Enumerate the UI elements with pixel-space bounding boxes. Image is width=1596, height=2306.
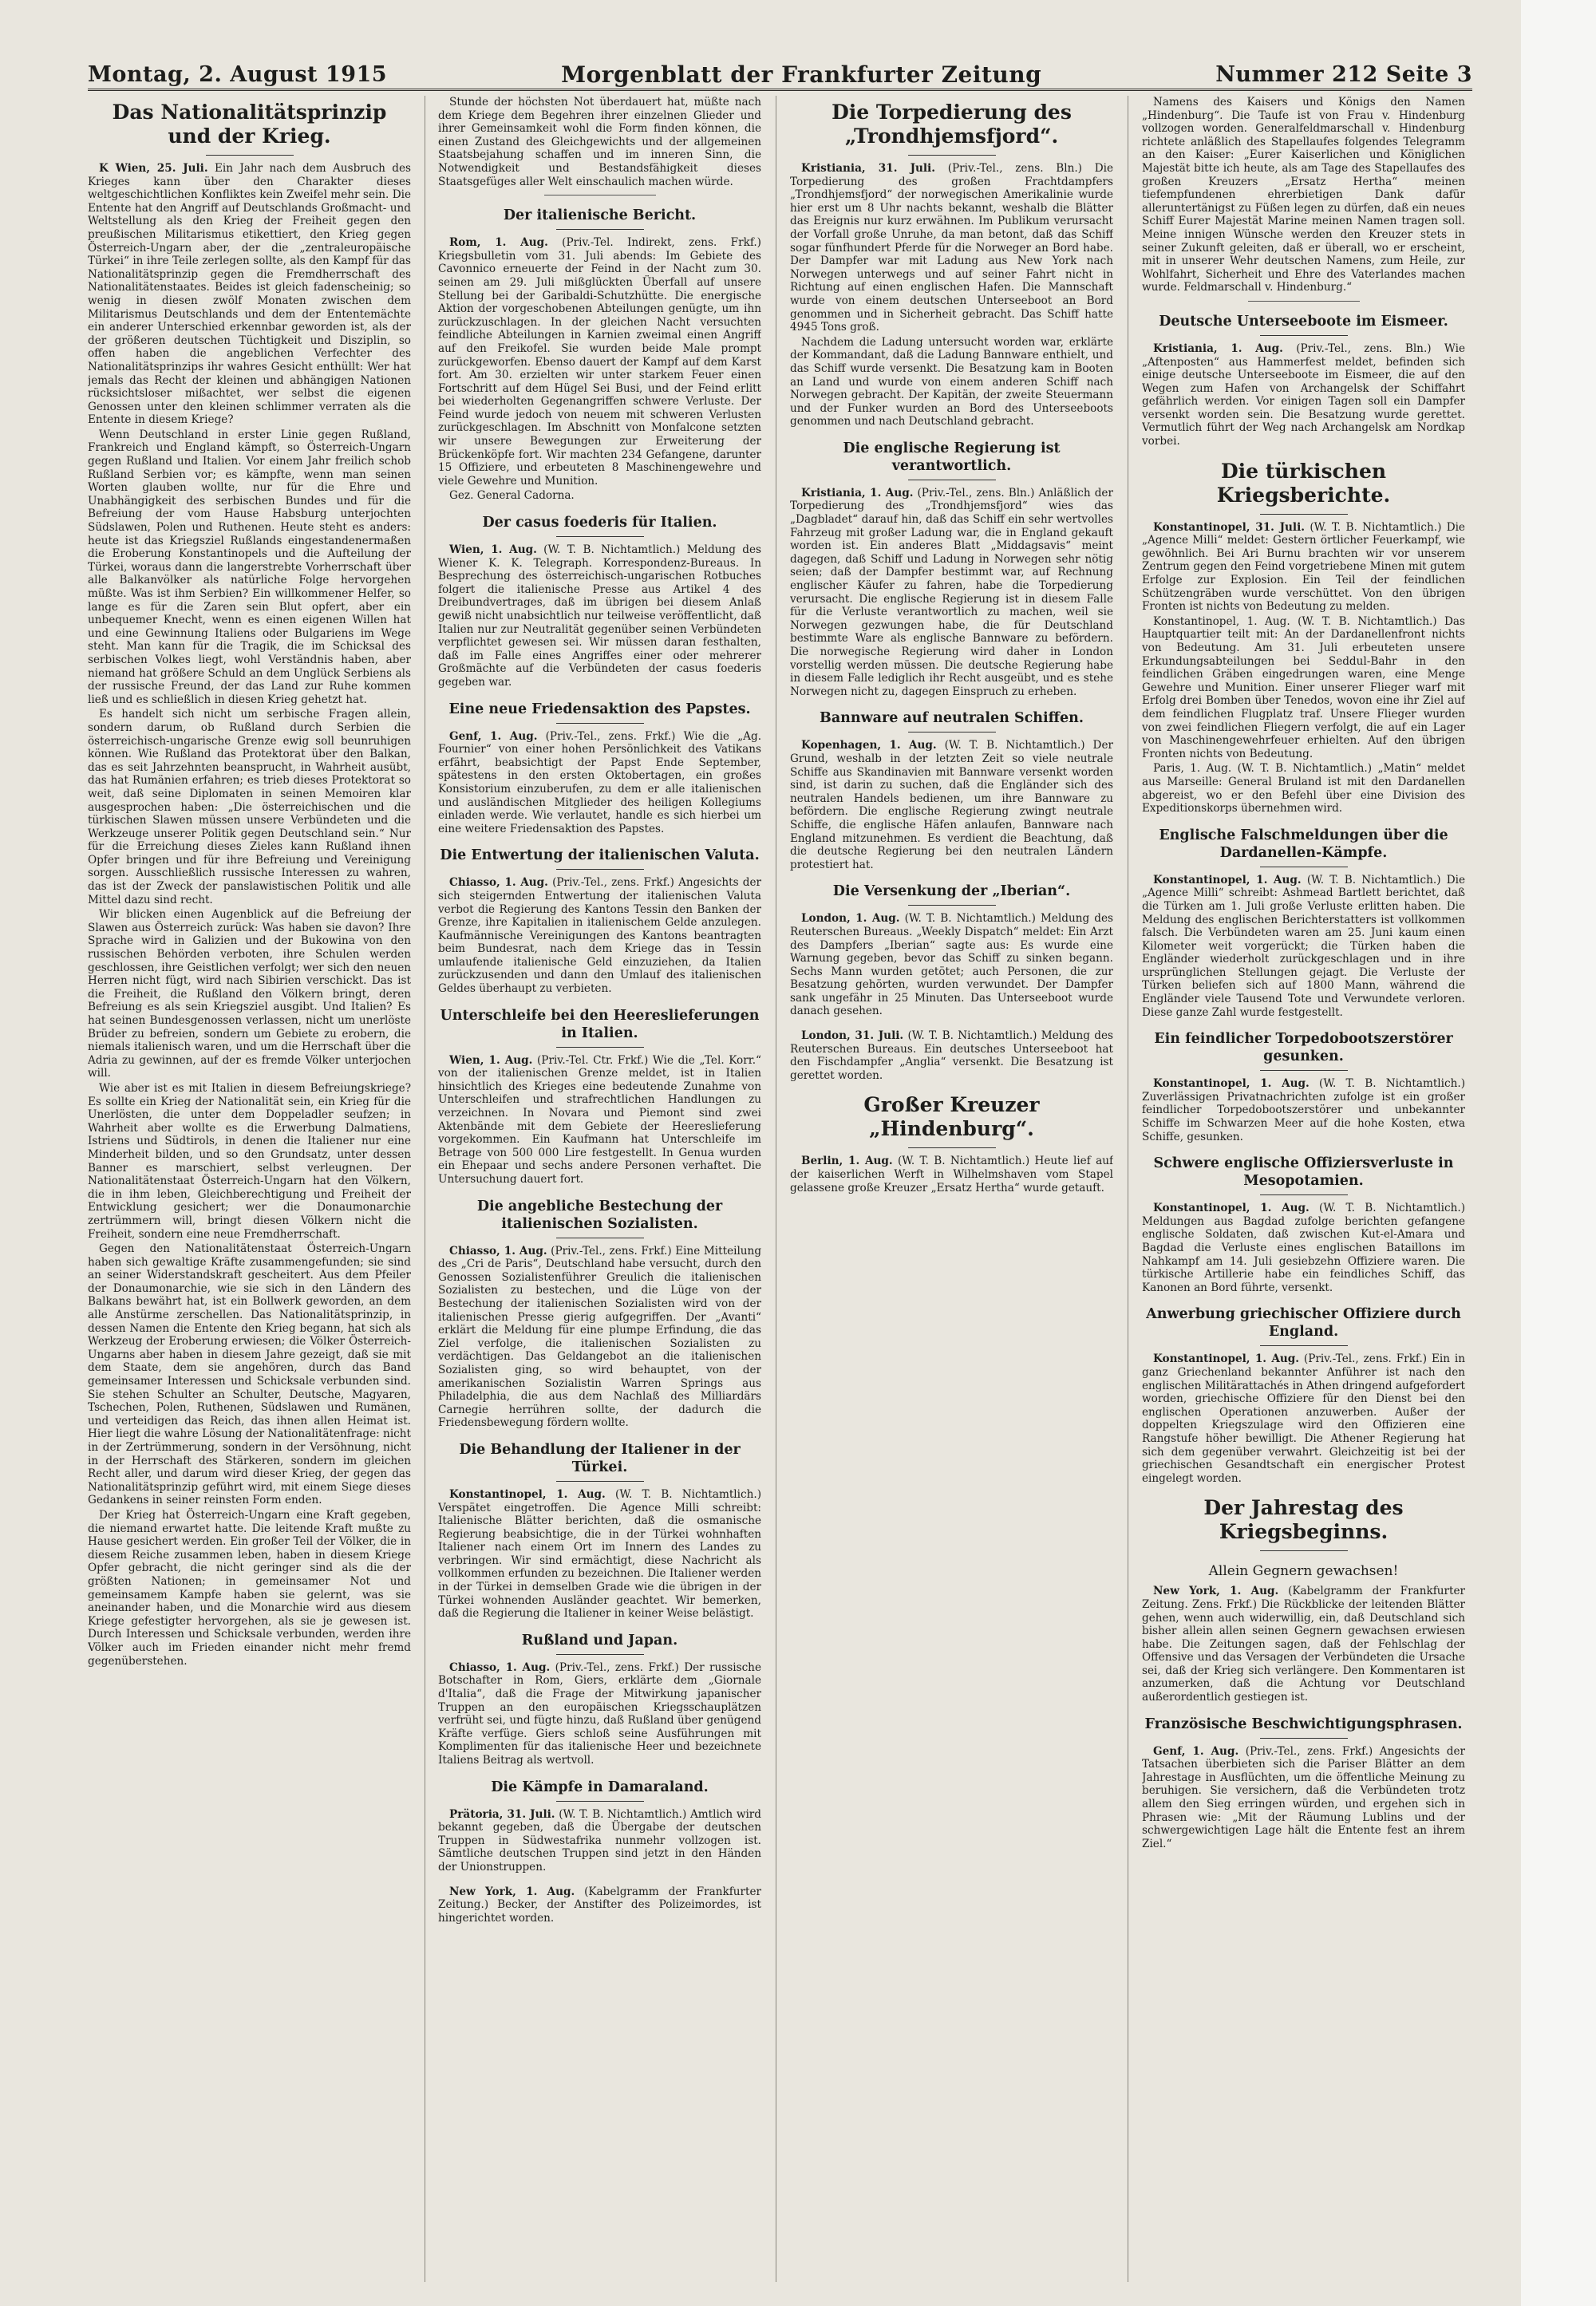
dateline-place: London, 1. Aug.	[801, 912, 900, 926]
article-paragraph	[790, 162, 1113, 334]
dateline	[1153, 342, 1444, 355]
headline-rule	[1260, 1738, 1348, 1739]
article-paragraph	[88, 1082, 411, 1241]
dateline	[801, 1029, 1041, 1042]
dateline-place: Genf, 1. Aug.	[1153, 1744, 1239, 1758]
article	[88, 101, 411, 1668]
paragraph-text: Kriegsbulletin vom 31. Juli abends: Im Gebiete des Cavonnico erneuerte der Feind in der Nacht zum 30. seinen am 29. Juli mißglückten Überfall auf unsere Stellung bei der Garibaldi-Schutzhütte. Die energische Aktion der vorgeschobenen Abteilungen genügte, um ihn zurückzuschlagen. In der gleichen Nacht versuchten feindliche Abteilungen in Karnien zweimal einen Angriff auf den Freikofel. Sie wurden beide Male prompt zurückgeworfen. Ebenso dauert der Kampf auf dem Karst fort. Am 30. erzielten wir unter starkem Feuer einen Fortschritt auf dem Hügel Sei Busi, und der Feind erlitt bei wiederholten Gegenangriffen schwere Verluste. Der Feind wurde jedoch von neuem mit schweren Verlusten zurückgeschlagen. Im Abschnitt von Monfalcone setzten wir unsere Bewegungen zur Erweiterung der Brückenköpfe fort. Wir machten 234 Gefangene, darunter 15 Offiziere, und erbeuteten 8 Maschinengewehre und viele Gewehre und Munition.	[438, 249, 761, 488]
article	[1142, 1496, 1465, 1551]
dateline-source: (Priv.-Tel. Ctr. Frkf.)	[537, 1053, 649, 1067]
article	[438, 207, 761, 503]
dateline-source: (W. T. B. Nichtamtlich.)	[944, 739, 1085, 752]
dateline	[449, 236, 761, 249]
dateline-source: (W. T. B. Nichtamtlich.)	[1310, 520, 1442, 534]
dateline-source: (Priv.-Tel., zens. Frkf.)	[552, 876, 674, 890]
article	[438, 514, 761, 689]
article-paragraph	[88, 428, 411, 706]
paragraph-text: Meldung des Reuterschen Bureaus. „Weekly Dispatch“ meldet: Ein Arzt des Dampfers „Iberian“ sagte aus: Es wurde eine Warnung gegeben, bevor das Schiff zu sinken begann. Sechs Mann wurden getötet; auch Personen, die zur Besatzung gehörten, wurden verwundet. Der Dampfer sank ungefähr in 25 Minuten. Das Unterseeboot wurde danach gesehen.	[790, 912, 1113, 1018]
dateline	[449, 543, 687, 556]
paragraph-text: Becker, der Anstifter des Polizeimordes, ist hingerichtet worden.	[438, 1898, 761, 1925]
article	[1142, 96, 1465, 302]
headline-rule	[1260, 1550, 1348, 1551]
paragraph-text: Der russische Botschafter in Rom, Giers, erklärte dem „Giornale d'Italia“, daß die Frage der Mitwirkung japanischer Truppen an den europäischen Kriegsschauplätzen verfrüht sei, und fügte hinzu, daß Rußland über genügend Kräfte verfüge. Giers schloß seine Ausführungen mit Komplimenten für das italienische Heer und bezeichnete Italiens Beitrag als wertvoll.	[438, 1660, 761, 1767]
article-headline: Deutsche Unterseeboote im Eismeer.	[1159, 313, 1448, 330]
paragraph-text: Gegen den Nationalitätenstaat Österreich-Ungarn haben sich gewaltige Kräfte zusammengefunden; sie sind an seiner Widerstandskraft gescheitert. Aus dem Pfeiler der Donaumonarchie, wie sie sich in den Ländern des Balkans bewährt hat, ist ein Bollwerk geworden, an dem alle Anstürme zerschellen. Das Nationalitätsprinzip, in dessen Namen die Entente den Krieg begann, hat sich als Werkzeug der Eroberung erwiesen; die Völker Österreich-Ungarns aber haben in diesem Jahre gezeigt, daß sie mit dem Staate, dem sie angehören, durch das Band gemeinsamer Interessen und Schicksale verbunden sind. Sie stehen Schulter an Schulter, Deutsche, Magyaren, Tschechen, Polen, Ruthenen, Südslawen und Rumänen, und verteidigen das Reich, das ihnen allen Heimat ist. Hier liegt die wahre Lösung der Nationalitätenfrage: nicht in der Zertrümmerung, sondern in der Versöhnung, nicht in der Herrschaft des Stärkeren, sondern im gleichen Recht aller, und darum wird dieser Krieg, der gegen das Nationalitätsprinzip geführt wird, mit einem Siege dieses Gedankens in seiner reinsten Form enden.	[88, 1242, 411, 1507]
paragraph-text: Meldung des Wiener K. K. Telegraph. Korrespondenz-Bureaus. In Besprechung des österreichisch-ungarischen Rotbuches folgert die italienische Presse aus Artikel 4 des Dreibundvertrages, daß im übrigen bei diesem Anlaß gewiß nicht unabsichtlich nur teilweise veröffentlicht, daß Italien nur zur Neutralität gegenüber seinen Verbündeten verpflichtet gewesen sei. Wir müssen daran festhalten, daß im Falle eines Angriffes einer oder mehrerer Großmächte auf die Verbündeten der casus foederis gegeben war.	[438, 543, 761, 689]
headline-rule	[556, 1047, 644, 1048]
article-paragraph	[438, 876, 761, 995]
dateline-place: Berlin, 1. Aug.	[801, 1155, 893, 1168]
article-headline: Großer Kreuzer „Hindenburg“.	[863, 1093, 1040, 1141]
dateline-source: (W. T. B. Nichtamtlich.)	[1306, 873, 1441, 886]
article	[438, 1198, 761, 1430]
paragraph-text: Nachdem die Ladung untersucht worden war, erklärte der Kommandant, daß die Ladung Bannware enthielt, und das Schiff wurde versenkt. Die Besatzung kam in Booten an Land und wurde von einem anderen Schiff nach Norwegen gebracht. Der Kapitän, der zweite Steuermann und der Funker wurden an Bord des Unterseeboots genommen und nach Deutschland gebracht.	[790, 335, 1113, 428]
masthead-page-number: Nummer 212 Seite 3	[1215, 62, 1472, 87]
scan-margin	[1521, 0, 1596, 2306]
article-paragraph	[438, 730, 761, 836]
paragraph-text: Es handelt sich nicht um serbische Fragen allein, sondern darum, ob Rußland durch Serbien die österreichisch-ungarische Grenze ewig soll beunruhigen können. Wie Rußland das Protektorat über den Balkan, das es seit Jahrzehnten beansprucht, in Wahrheit ausübt, das hat Rumänien erfahren; es trieb dieses Protektorat so weit, daß seine Diplomaten in seinen Memoiren klar ausgesprochen haben: „Die österreichischen und die türkischen Slawen müssen unsere Verbündeten und die Werkzeuge unserer Politik gegen Deutschland sein.“ Nur für die Erreichung dieses Zieles kann Rußland ihnen Opfer bringen und für ihre Befreiung und Vereinigung sorgen. Ausschließlich russische Interessen zu wahren, das ist der Zweck der panslawistischen Politik und alle Mittel dazu sind recht.	[88, 708, 411, 906]
article-paragraph	[1142, 96, 1465, 294]
dateline	[449, 1808, 690, 1821]
dateline-source: (Priv.-Tel. Indirekt, zens. Frkf.)	[562, 236, 761, 250]
paragraph-text: Stunde der höchsten Not überdauert hat, müßte nach dem Kriege dem Begehren ihrer einzelnen Glieder und ihrer Gemeinsamkeit wohl die Form finden können, die einen Zustand des Gleichgewichts und der allgemeinen Staatsbejahung schaffen und im inneren Sinn, die Notwendigkeit und Bestandsfähigkeit dieses Staatsgefüges aller Welt einschaulich machen würde.	[438, 96, 761, 188]
dateline-place: Prätoria, 31. Juli.	[449, 1807, 555, 1821]
paragraph-text: Die Torpedierung des großen Frachtdampfers „Trondhjemsfjord“ der norwegischen Amerikalinie wurde hier erst um 8 Uhr nachts bekannt, weshalb die Blätter das Ereignis nur kurz erwähnen. Im Publikum verursacht der Vorfall große Unruhe, da man betont, daß das Schiff sogar fünfhundert Pferde für die Norweger an Bord habe. Der Dampfer war mit Ladung aus New York nach Norwegen unterwegs und auf seiner Fahrt nicht in Richtung auf einen englischen Hafen. Die Mannschaft wurde von einem deutschen Unterseeboot an Bord genommen und in Sicherheit gebracht. Das Schiff hatte 4945 Tons groß.	[790, 162, 1113, 334]
headline-rule	[908, 155, 996, 156]
article-paragraph	[790, 739, 1113, 871]
article	[790, 883, 1113, 1018]
article	[438, 1007, 761, 1187]
article-paragraph	[1142, 1745, 1465, 1851]
article-headline: Der Jahrestag des Kriegsbeginns.	[1203, 1496, 1404, 1544]
masthead-title: Morgenblatt der Frankfurter Zeitung	[561, 61, 1042, 88]
article	[438, 847, 761, 995]
dateline-source: (W. T. B. Nichtamtlich.)	[904, 912, 1036, 926]
paragraph-text: Wir blicken einen Augenblick auf die Befreiung der Slawen aus Österreich zurück: Was haben sie davon? Ihre Sprache wird in Galizien und der Bukowina von den russischen Behörden verboten, ihre Schulen werden geschlossen, ihre Geistlichen verfolgt; wer sich den neuen Herren nicht fügt, wird nach Sibirien verschickt. Das ist die Freiheit, die Rußland den Völkern bringt, deren Befreiung es als sein Kriegsziel ausgibt. Und Italien? Es hat seinen Bundesgenossen verlassen, nicht um unerlöste Brüder zu befreien, sondern um Gebiete zu erobern, die niemals italienisch waren, und um die Herrschaft über die Adria zu gewinnen, auf der es fremde Völker unterjochen will.	[88, 908, 411, 1080]
paragraph-text: Wie die „Ag. Fournier“ von einer hohen Persönlichkeit des Vatikans erfährt, beabsichtigt der Papst Ende September, spätestens in den ersten Oktobertagen, ein großes Konsistorium einzuberufen, zu dem er alle italienischen und ausländischen Mitglieder des heiligen Kollegiums einladen werde. Wie verlautet, handle es sich hierbei um eine weitere Friedensaktion des Papstes.	[438, 729, 761, 835]
dateline-place: Konstantinopel, 1. Aug.	[449, 1487, 606, 1501]
paragraph-text: Heute lief auf der kaiserlichen Werft in Wilhelmshaven vom Stapel gelassene große Kreuzer „Ersatz Hertha“ wurde getauft.	[790, 1155, 1113, 1194]
dateline	[1153, 1077, 1465, 1090]
article-paragraph	[790, 912, 1113, 1018]
paragraph-text: Zuverlässigen Privatnachrichten zufolge ist ein großer feindlicher Torpedobootszerstörer und unbekannter Schiffe im Schwarzen Meer auf die hohe Kosten, etwa Schiffe, gesunken.	[1142, 1090, 1465, 1143]
paragraph-text: Der Krieg hat Österreich-Ungarn eine Kraft gegeben, die niemand erwartet hatte. Die leitende Kraft mußte zu Hause gesichert werden. Ein großer Teil der Völker, die in diesem Reiche zusammen leben, haben in diesem Kriege Opfer gebracht, die nicht geringer sind als die der größten Nationen; in gemeinsamer Not und gemeinsamem Kampfe haben sie gelernt, was sie aneinander haben, und die Monarchie wird aus diesem Kriege gefestigter hervorgehen, als sie je gewesen ist. Durch Interessen und Schicksale verbunden, werden ihre Völker auch im Frieden einander nicht mehr fremd gegenüberstehen.	[88, 1508, 411, 1668]
dateline-place: Wien, 1. Aug.	[449, 1053, 533, 1067]
dateline	[1153, 874, 1447, 886]
headline-rule	[908, 905, 996, 906]
article-paragraph	[1142, 342, 1465, 448]
paragraph-text: Anläßlich der Torpedierung des „Trondhjemsfjord“ wies das „Dagbladet“ darauf hin, daß das Schiff ein sehr wertvolles Fahrzeug mit großer Ladung war, die in England gekauft worden ist. Ein anderes Blatt „Middagsavis“ meint dagegen, daß Schiff und Ladung in Norwegen sehr nötig seien; daß der Dampfer bestimmt war, auf Rechnung englischer Käufer zu fahren, habe die Torpedierung verursacht. Die englische Regierung ist in diesem Falle für die Verluste verantwortlich zu machen, weil sie Norwegen gezwungen habe, die für Deutschland bestimmte Ware als englische Bannware zu befördern. Die norwegische Regierung wird daher in London vorstellig werden müssen. Die deutsche Regierung habe in diesem Falle lediglich ihr Recht ausgeübt, und es stehe Norwegen nicht zu, dagegen Einspruch zu erheben.	[790, 486, 1113, 698]
dateline-source: (Priv.-Tel., zens. Frkf.)	[545, 729, 676, 743]
dateline-place: Kristiania, 31. Juli.	[801, 162, 935, 175]
dateline-place: Rom, 1. Aug.	[449, 236, 548, 250]
dateline	[801, 162, 1095, 175]
paragraph-text: Ein in ganz Griechenland bekannter Anführer ist nach den englischen Militärattachés in Athen dringend aufgefordert worden, griechische Offiziere für den Dienst bei den englischen Operationen anzuwerben. Außer der doppelten Kriegszulage wird den Offizieren eine Rangstufe höher bewilligt. Die Athener Regierung hat sich dem gegenüber verwahrt. Gleichzeitig ist bei der griechischen Gesandtschaft ein energischer Protest eingelegt worden.	[1142, 1352, 1465, 1485]
article-paragraph	[438, 1488, 761, 1621]
masthead	[88, 61, 1472, 91]
paragraph-text: Wenn Deutschland in erster Linie gegen Rußland, Frankreich und England kämpft, so Österreich-Ungarn gegen Rußland und Italien. Vor einem Jahr freilich schob Rußland Serbien vor; es kämpfte, wenn man seinen Worten glauben wollte, nur für die Ehre und Unabhängigkeit des serbischen Bundes und für die Befreiung der vom Hause Habsburg unterjochten Südslawen, Polen und Ruthenen. Heute steht es anders: heute ist das Kriegsziel Rußlands eingestandenermaßen die Eroberung Konstantinopels und die Aufteilung der Türkei, woraus dann die langerstrebte Vorherrschaft über alle Balkanvölker als natürliche Folge hervorgehen müßte. Was ist ihm Serbien? Ein willkommener Helfer, so lange es für die Zaren sein Blut opfert, aber ein unbequemer Knecht, wenn es einen eigenen Willen hat und eine Gewinnung Italiens oder Bulgariens im Wege steht. Man kann für die Tragik, die im Schicksal des serbischen Volkes liegt, wohl Verständnis haben, aber niemand hat größere Schuld an dem Unglück Serbiens als der russische Freund, der das Land zur Ruhe kommen ließ und es schließlich in diesen Krieg gehetzt hat.	[88, 428, 411, 706]
article	[790, 101, 1113, 428]
article	[1142, 1305, 1465, 1485]
dateline	[801, 487, 1039, 500]
article	[790, 1093, 1113, 1194]
article-headline: Die Behandlung der Italiener in der Türkei.	[459, 1441, 741, 1475]
dateline-source: (Priv.-Tel., zens. Frkf.)	[555, 1660, 679, 1674]
paragraph-text: Verspätet eingetroffen. Die Agence Milli schreibt: Italienische Blätter berichten, daß die osmanische Regierung beabsichtige, die in der Türkei wohnhaften Italiener nach einem Ort im Innern des Landes zu verbringen. Wir sind ermächtigt, diese Nachricht als vollkommen erfunden zu bezeichnen. Die Italiener werden in der Türkei in demselben Grade wie die übrigen in der Türkei wohnenden Ausländer geachtet. Wir bemerken, daß die Regierung die Italiener in keiner Weise belästigt.	[438, 1501, 761, 1621]
paragraph-text: Die „Agence Milli“ meldet: Gestern örtlicher Feuerkampf, wie gewöhnlich. Bei Ari Burnu brachten wir vor unserem Zentrum gegen den Feind vorgetriebene Minen mit gutem Erfolge zur Explosion. Ein Teil der feindlichen Schützengräben wurde verschüttet. Von den übrigen Fronten ist nichts von Bedeutung zu melden.	[1142, 520, 1465, 614]
column-4	[1142, 96, 1465, 2290]
dateline	[801, 739, 1093, 752]
paragraph-text: Meldungen aus Bagdad zufolge berichten gefangene englische Soldaten, daß zwischen Kut-el-Amara und Bagdad die Verluste eines englischen Bataillons im Nahkampf am 14. Juli gesiebzehn Offiziere waren. Die türkische Artillerie habe ein feindliches Schiff, das Kanonen an Bord führte, versenkt.	[1142, 1214, 1465, 1294]
article	[438, 1441, 761, 1621]
dateline-source: (Priv.-Tel., zens. Bln.)	[1296, 342, 1432, 355]
paragraph-text: Angesichts der Tatsachen überbieten sich die Pariser Blätter an dem Jahrestage in Ausflüchten, um die öffentliche Meinung zu beruhigen. Sie versichern, daß die Verbündeten trotz allem den Sieg erringen würden, und ergehen sich in Phrasen wie: „Mit der Räumung Lublins und der schwergewichtigen Lage hält die Entente fest an ihrem Ziel.“	[1142, 1744, 1465, 1850]
paragraph-text: Wie „Aftenposten“ aus Hammerfest meldet, befinden sich einige deutsche Unterseeboote im Eismeer, die auf den Wegen zum Hafen von Archangelsk der Schiffahrt gefährlich werden. Vor einigen Tagen soll ein Dampfer versenkt worden sein. Die Besatzung wurde gerettet. Vermutlich führt der Weg nach Archangelsk am Nordkap vorbei.	[1142, 342, 1465, 448]
dateline	[99, 162, 215, 175]
article	[1142, 1155, 1465, 1294]
dateline-place: Konstantinopel, 1. Aug.	[1153, 1202, 1310, 1215]
dateline-place: Konstantinopel, 1. Aug.	[1153, 1352, 1299, 1366]
paragraph-text: Konstantinopel, 1. Aug. (W. T. B. Nichtamtlich.) Das Hauptquartier teilt mit: An der Dardanellenfront nichts von Bedeutung. Am 31. Juli erbeuteten unsere Erkundungsabteilungen bei Seddul-Bahr in den feindlichen Gräben eingedrungen waren, eine Menge Gewehre und Munition. Einer unserer Flieger warf mit Erfolg drei Bomben über Tenedos, wovon eine ihr Ziel auf dem feindlichen Flugplatz traf. Unsere Flieger wurden von zwei feindlichen Fliegern verfolgt, die auf ein Lager von Maschinengewehrfeuer erhielten. Auf den übrigen Fronten nichts von Bedeutung.	[1142, 614, 1465, 760]
dateline-place: Kristiania, 1. Aug.	[801, 486, 914, 500]
article-paragraph	[88, 1509, 411, 1668]
dateline	[801, 1155, 1034, 1167]
dateline-place: Wien, 1. Aug.	[449, 543, 537, 557]
article-headline: Eine neue Friedensaktion des Papstes.	[448, 701, 751, 717]
dateline	[1153, 1202, 1465, 1214]
dateline	[449, 1488, 761, 1501]
article-paragraph	[790, 487, 1113, 699]
paragraph-text: Ein Jahr nach dem Ausbruch des Krieges kann über den Charakter dieses weltgeschichtlichen Konfliktes kein Zweifel mehr sein. Die Entente hat den Angriff auf Deutschlands Großmacht- und Weltstellung als den Krieg der Freiheit gegen den preußischen Militarismus etikettiert, den Krieg gegen Österreich-Ungarn aber, der die „zentraleuropäische Türkei“ in ihre Teile zerlegen sollte, als den Kampf für das Nationalitätsprinzip gegen die Fremdherrschaft des Nationalitätenstaates. Beides ist gleich fadenscheinig; so wenig in diesen zwölf Monaten zwischen dem Militarismus Deutschlands und dem der Ententemächte ein anderer Unterschied erkennbar geworden ist, als der der größeren deutschen Tüchtigkeit und Disziplin, so offen haben die angeblichen Verfechter des Nationalitätsprinzips ihr wahres Gesicht enthüllt: Wer hat jemals das Recht der kleinen und abhängigen Nationen rücksichtsloser mißachtet, wer selbst die eigenen Genossen unter den kleinen schlimmer verraten als die Entente in diesem Kriege?	[88, 162, 411, 427]
headline-rule	[556, 869, 644, 870]
article-paragraph	[1142, 615, 1465, 761]
headline-rule	[908, 1147, 996, 1148]
masthead-date: Montag, 2. August 1915	[88, 62, 388, 87]
article-paragraph	[438, 1885, 761, 1925]
article-paragraph	[1142, 762, 1465, 815]
article-paragraph	[88, 1242, 411, 1507]
article-paragraph	[438, 1661, 761, 1767]
article-paragraph	[438, 489, 761, 503]
dateline	[449, 730, 684, 743]
article-paragraph	[438, 1808, 761, 1874]
article-headline: Französische Beschwichtigungsphrasen.	[1144, 1716, 1463, 1732]
article	[1142, 1562, 1465, 1704]
headline-rule	[1260, 514, 1348, 515]
dateline	[449, 1661, 684, 1674]
article-paragraph	[1142, 1585, 1465, 1704]
paragraph-text: Eine Mitteilung des „Cri de Paris“, Deutschland habe versucht, durch den Genossen Sozialistenführer Greulich die italienischen Sozialisten zu bestechen, und die Lüge von der Bestechung der italienischen Sozialisten wird von der italienischen Presse gierig aufgegriffen. Der „Avanti“ erklärt die Meldung für eine plumpe Erfindung, die das Ziel verfolge, die italienischen Sozialisten zu verdächtigen. Das Geldangebot an die italienischen Sozialisten ging, so wird behauptet, von der amerikanischen Sozialistin Warren Springs aus Philadelphia, die aus dem Nachlaß des Milliardärs Carnegie herrühren sollte, der dadurch die Friedensbewegung fördern wollte.	[438, 1244, 761, 1430]
dateline-source: (W. T. B. Nichtamtlich.)	[907, 1029, 1037, 1043]
article-headline: Anwerbung griechischer Offiziere durch England.	[1146, 1306, 1461, 1341]
article-headline: Die Versenkung der „Iberian“.	[832, 883, 1071, 900]
article-headline: Ein feindlicher Torpedobootszerstörer gesunken.	[1154, 1031, 1453, 1065]
article-paragraph	[438, 96, 761, 188]
article	[1142, 313, 1465, 448]
paragraph-text: Meldung des Reuterschen Bureaus. Ein deutsches Unterseeboot hat den Fischdampfer „Anglia“ versenkt. Die Besatzung ist gerettet worden.	[790, 1029, 1113, 1082]
column-1	[88, 96, 411, 2290]
column-3	[790, 96, 1113, 2290]
paragraph-text: Wie die „Tel. Korr.“ von der italienischen Grenze meldet, ist in Italien hinsichtlich des Krieges eine bedeutende Zunahme von Unterschleifen und strafrechtlichen Handlungen zu verzeichnen. In Novara und Piemont sind zwei Aktenbände mit dem Gebiete der Heereslieferung vorgekommen. Ein Kaufmann hat Unterschleife im Betrage von 500 000 Lire festgestellt. In Genua wurden ein Ehepaar und sechs andere Personen verhaftet. Die Untersuchung dauert fort.	[438, 1053, 761, 1186]
article	[438, 701, 761, 836]
dateline-place: London, 31. Juli.	[801, 1029, 904, 1043]
dateline-source: (W. T. B. Nichtamtlich.)	[897, 1155, 1030, 1168]
article-paragraph	[438, 543, 761, 689]
article-paragraph	[1142, 1352, 1465, 1485]
headline-rule	[556, 723, 644, 724]
dateline-place: New York, 1. Aug.	[449, 1885, 575, 1898]
dateline-source: (Priv.-Tel., zens. Frkf.)	[1303, 1352, 1428, 1366]
article	[790, 1029, 1113, 1082]
headline-rule	[1260, 1345, 1348, 1346]
dateline-source: (W. T. B. Nichtamtlich.)	[1319, 1077, 1465, 1091]
headline-rule	[1260, 1070, 1348, 1071]
dateline	[1153, 521, 1447, 534]
article	[790, 440, 1113, 699]
paragraph-text: Die Rückblicke der leitenden Blätter gehen, wenn auch widerwillig, ein, daß Deutschland sich bisher allein allen seinen Gegnern gewachsen erwiesen habe. Die Zeitungen sagen, daß der Fehlschlag der Offensive und das Versagen der Verbündeten die Ursache sei, daß der Krieg sich verlängere. Den Kommentaren ist anzumerken, daß die Achtung vor Deutschland außerordentlich gestiegen ist.	[1142, 1597, 1465, 1704]
paragraph-text: Der Grund, weshalb in der letzten Zeit so viele neutrale Schiffe aus Skandinavien mit Bannware versenkt worden sind, ist darin zu suchen, daß die Engländer sich des neutralen Handels bedienen, um ihre Bannware zu befördern. Die englische Regierung zwingt neutrale Schiffe, die englische Häfen anlaufen, Bannware nach England mitzunehmen. Es verdient die Beachtung, daß die deutsche Regierung bei den neutralen Ländern protestiert hat.	[790, 739, 1113, 871]
article-paragraph	[1142, 874, 1465, 1020]
article-headline: Englische Falschmeldungen über die Dardanellen-Kämpfe.	[1159, 827, 1448, 861]
article-headline: Die englische Regierung ist verantwortlich.	[843, 440, 1061, 474]
article-paragraph	[438, 236, 761, 488]
dateline-place: K Wien, 25. Juli.	[99, 162, 208, 175]
column-2	[438, 96, 761, 2290]
article-paragraph	[438, 1245, 761, 1430]
headline-rule	[556, 1654, 644, 1655]
article-paragraph	[88, 162, 411, 427]
dateline-source: (W. T. B. Nichtamtlich.)	[615, 1487, 761, 1501]
article	[438, 1632, 761, 1767]
article	[1142, 827, 1465, 1020]
headline-rule	[206, 155, 294, 156]
dateline-source: (Priv.-Tel., zens. Bln.)	[917, 486, 1035, 500]
article-paragraph	[790, 336, 1113, 428]
article-paragraph	[1142, 1077, 1465, 1143]
headline-rule	[1260, 335, 1348, 336]
dateline-place: Chiasso, 1. Aug.	[449, 876, 548, 890]
article-headline: Schwere englische Offiziersverluste in Mesopotamien.	[1153, 1155, 1454, 1190]
article-paragraph	[1142, 521, 1465, 614]
headline-rule	[1260, 1194, 1348, 1195]
article	[1142, 1716, 1465, 1851]
dateline-place: Kristiania, 1. Aug.	[1153, 342, 1283, 355]
article-headline: Die Entwertung der italienischen Valuta.	[440, 847, 760, 864]
article-headline: Die Torpedierung des „Trondhjemsfjord“.	[832, 101, 1072, 148]
paragraph-text: Die „Agence Milli“ schreibt: Ashmead Bartlett berichtet, daß die Türken am 1. Juli große Verluste erlitten haben. Die Meldung des englischen Berichterstatters ist vollkommen falsch. Die Verbündeten waren am 25. Juni kaum einen Kilometer weit vorgerückt; die Türken haben die Engländer wiederholt zurückgeschlagen und in ihre ursprünglichen Stellungen gejagt. Die Verluste der Türken beliefen sich auf 1800 Mann, während die Engländer viele Tausend Tote und Verwundete verloren. Diese ganze Zahl wurde festgestellt.	[1142, 873, 1465, 1019]
article-headline: Die türkischen Kriegsberichte.	[1216, 459, 1391, 507]
article-paragraph	[88, 908, 411, 1080]
dateline-source: (W. T. B. Nichtamtlich.)	[1319, 1202, 1465, 1215]
section-rule	[1248, 301, 1360, 302]
dateline	[449, 1054, 653, 1067]
dateline-source: (W. T. B. Nichtamtlich.)	[543, 543, 681, 557]
article-headline: Rußland und Japan.	[521, 1632, 678, 1649]
article-paragraph	[1142, 1202, 1465, 1294]
article-headline: Das Nationalitätsprinzip und der Krieg.	[112, 101, 387, 148]
dateline-place: Chiasso, 1. Aug.	[449, 1244, 547, 1258]
dateline	[449, 876, 678, 889]
headline-rule	[556, 1481, 644, 1482]
article	[438, 96, 761, 195]
dateline-source: (W. T. B. Nichtamtlich.)	[559, 1807, 687, 1821]
article-paragraph	[790, 1029, 1113, 1082]
dateline-place: New York, 1. Aug.	[1153, 1585, 1279, 1598]
dateline-source: (Priv.-Tel., zens. Frkf.)	[1245, 1744, 1373, 1758]
article-headline: Bannware auf neutralen Schiffen.	[820, 710, 1084, 727]
dateline-place: Kopenhagen, 1. Aug.	[801, 739, 937, 752]
article	[438, 1779, 761, 1874]
dateline	[1153, 1352, 1432, 1365]
dateline	[449, 1245, 675, 1258]
article-headline: Allein Gegnern gewachsen!	[1208, 1563, 1399, 1580]
headline-rule	[556, 229, 644, 230]
article	[1142, 1030, 1465, 1143]
article-headline: Unterschleife bei den Heereslieferungen in Italien.	[440, 1007, 760, 1041]
article	[438, 1885, 761, 1925]
dateline-place: Konstantinopel, 1. Aug.	[1153, 1077, 1310, 1091]
article-headline: Die angebliche Bestechung der italienischen Sozialisten.	[476, 1198, 723, 1232]
dateline-source: (Kabelgramm der Frankfurter Zeitung.)	[438, 1885, 761, 1912]
dateline-place: Genf, 1. Aug.	[449, 729, 538, 743]
dateline-source: (Priv.-Tel., zens. Bln.)	[947, 162, 1082, 175]
article-headline: Der casus foederis für Italien.	[482, 515, 717, 531]
paragraph-text: Gez. General Cadorna.	[449, 489, 575, 503]
paragraph-text: Angesichts der sich steigernden Entwertung der italienischen Valuta verbot die Regierung des Kantons Tessin den Banken der Grenze, ihre Kapitalien in italienischem Gelde anzulegen. Kaufmännische Vereinigungen des Kantons beantragten beim Bundesrat, nach dem Kriege das in Tessin umlaufende italienische Geld einzuziehen, da Italien zurückzusenden und dann den Umlauf des italienischen Geldes überhaupt zu verbieten.	[438, 876, 761, 996]
dateline-source: (Priv.-Tel., zens. Frkf.)	[551, 1244, 672, 1258]
article	[790, 709, 1113, 871]
article-headline: Die Kämpfe in Damaraland.	[491, 1779, 709, 1795]
headline-rule	[556, 536, 644, 537]
dateline-place: Chiasso, 1. Aug.	[449, 1660, 551, 1674]
paragraph-text: Paris, 1. Aug. (W. T. B. Nichtamtlich.) „Matin“ meldet aus Marseille: General Bruland ist mit den Dardanellen abgereist, wo er den Befehl über eine Division des Expeditionskorps übernehmen wird.	[1142, 762, 1465, 815]
article-headline: Der italienische Bericht.	[503, 207, 697, 224]
article-paragraph	[790, 1155, 1113, 1194]
paragraph-text: Wie aber ist es mit Italien in diesem Befreiungskriege? Es sollte ein Krieg der Nationalität sein, ein Krieg für die Unerlösten, die unter dem Doppeladler seufzen; in Wahrheit aber wollte es die Erwerbung Dalmatiens, Istriens und Südtirols, in denen die Italiener nur eine Minderheit bilden, und so den Grundsatz, unter dessen Banner es marschiert, selbst verleugnen. Der Nationalitätenstaat Österreich-Ungarn hat den Völkern, die in ihm leben, Gleichberechtigung und Freiheit der Entwicklung gesichert; wer die Donaumonarchie zertrümmern will, bringt diesen Völkern nicht die Freiheit, sondern eine neue Fremdherrschaft.	[88, 1081, 411, 1241]
dateline-source: (Kabelgramm der Frankfurter Zeitung. Zens. Frkf.)	[1142, 1585, 1465, 1611]
article-paragraph	[438, 1054, 761, 1187]
article	[1142, 460, 1465, 815]
dateline	[1153, 1745, 1380, 1758]
article-paragraph	[88, 708, 411, 906]
dateline	[801, 912, 1041, 925]
paragraph-text: Amtlich wird bekannt gegeben, daß die Übergabe der deutschen Truppen in Südwestafrika nunmehr vollzogen ist. Sämtliche deutschen Truppen sind jetzt in den Händen der Unionstruppen.	[438, 1807, 761, 1874]
paragraph-text: Namens des Kaisers und Königs den Namen „Hindenburg“. Die Taufe ist von Frau v. Hindenburg vollzogen worden. Generalfeldmarschall v. Hindenburg richtete anläßlich des Stapellaufes folgendes Telegramm an den Kaiser: „Eurer Kaiserlichen und Königlichen Majestät bitte ich heute, als am Tage des Stapellaufes des großen Kreuzers „Ersatz Hertha“ meinen tiefempfundenen ehrerbietigen Dank dafür alleruntertänigst zu Füßen legen zu dürfen, daß ein neues Schiff Eurer Majestät Marine meinen Namen tragen soll. Meine innigen Wünsche werden den Kreuzer stets in seiner Zukunft geleiten, daß er überall, wo er erscheint, mit in unserer Wehr deutschen Namens, zum Heile, zur Wohlfahrt, Sicherheit und Ehre des Vaterlandes machen wurde. Feldmarschall v. Hindenburg.“	[1142, 96, 1465, 294]
headline-rule	[556, 1801, 644, 1802]
dateline-place: Konstantinopel, 1. Aug.	[1153, 873, 1302, 886]
dateline-place: Konstantinopel, 31. Juli.	[1153, 520, 1305, 534]
